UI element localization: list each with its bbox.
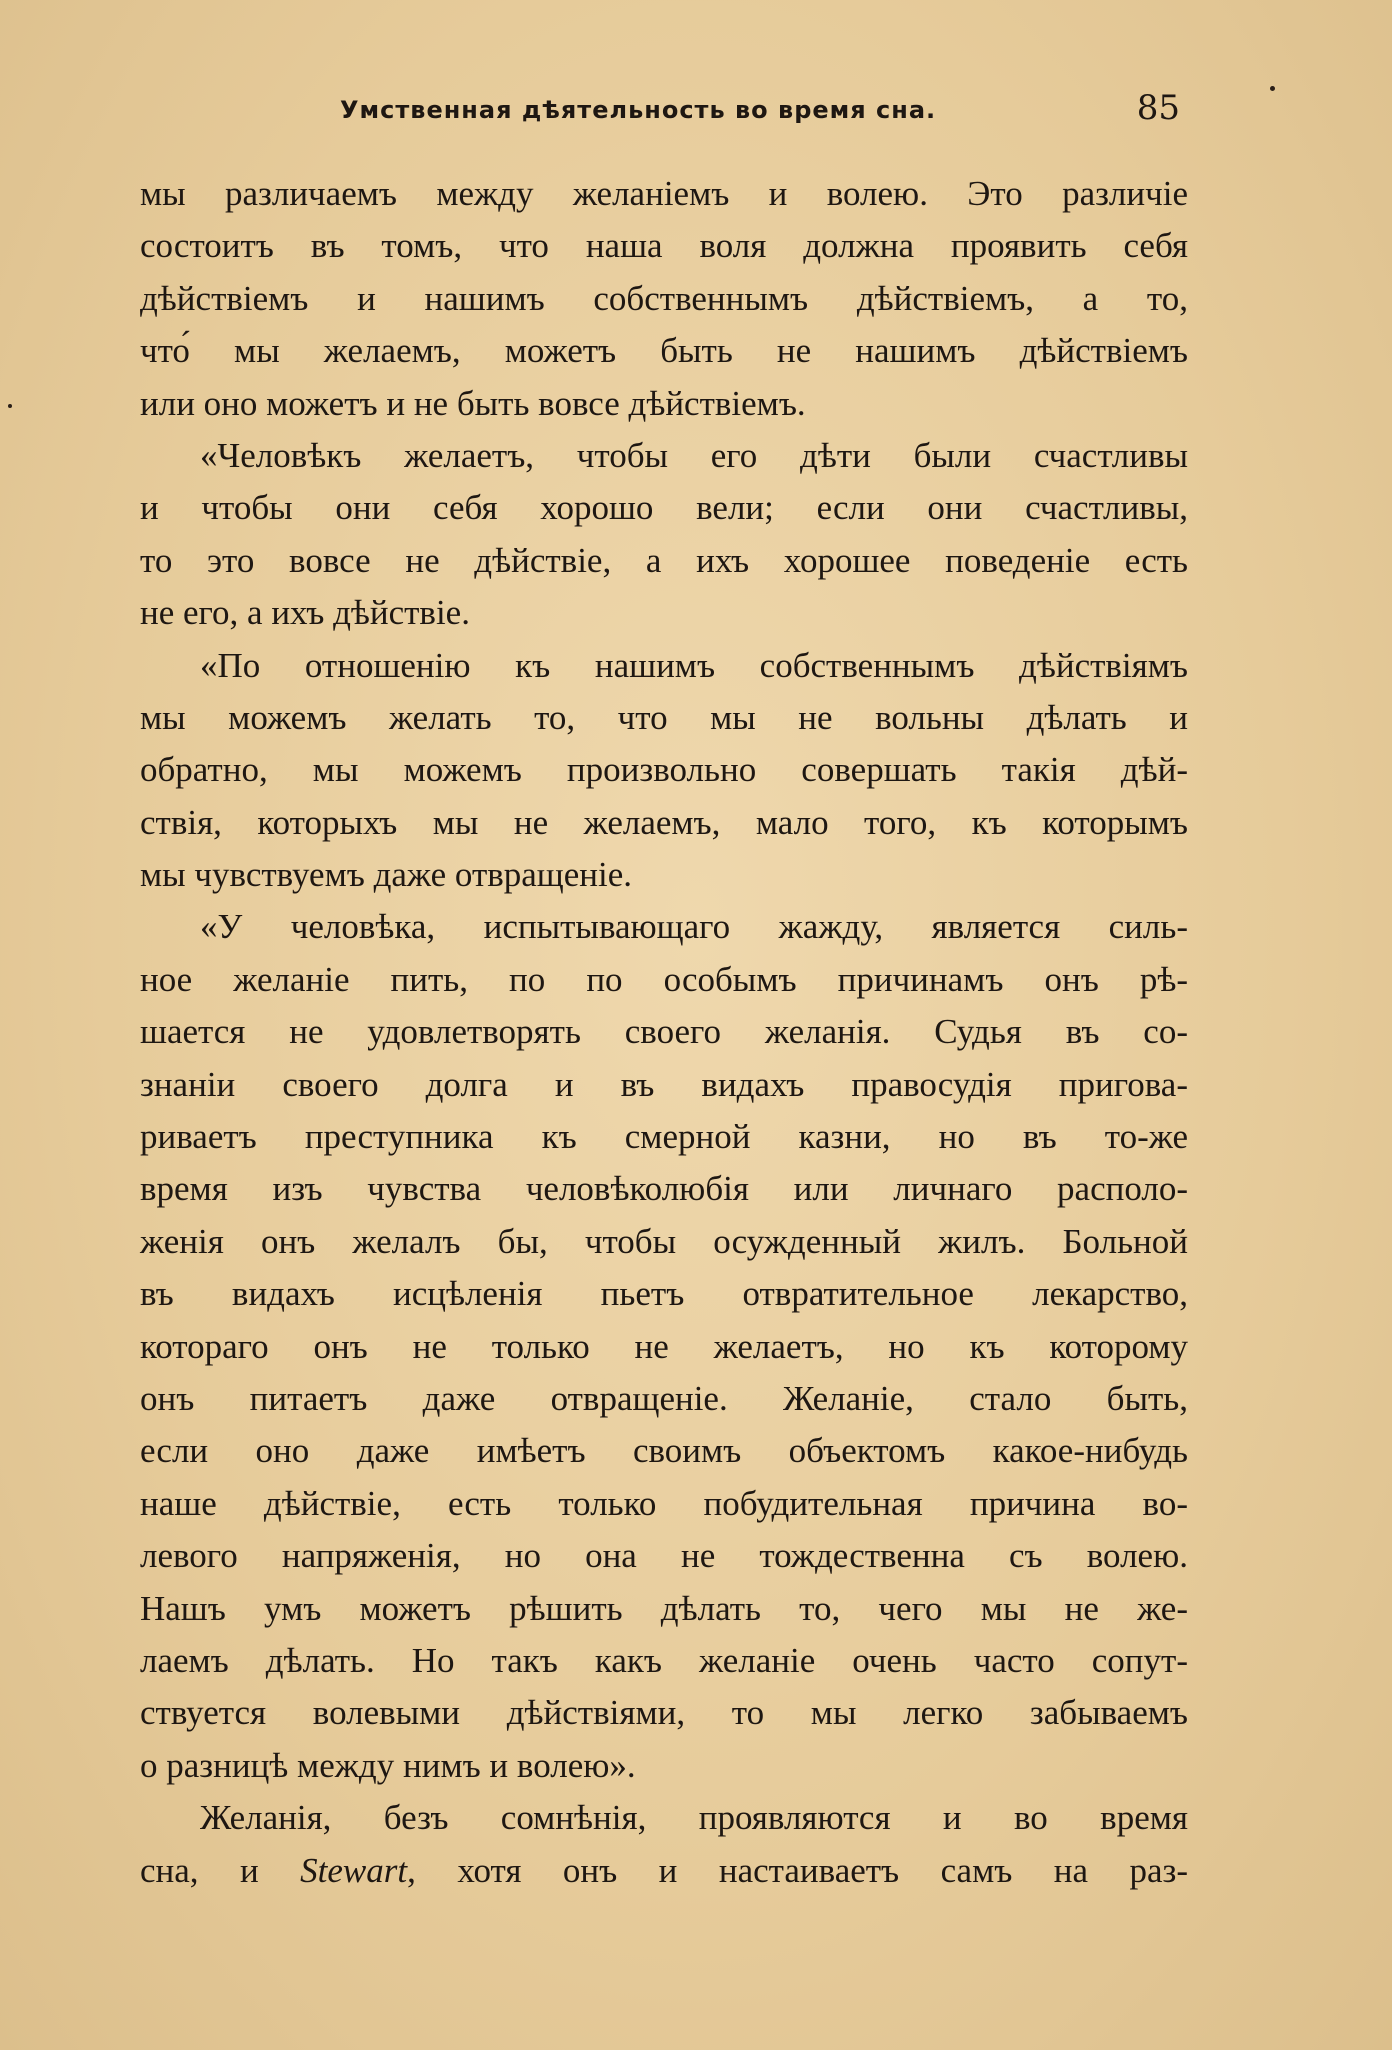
text-line: Желанія, безъ сомнѣнія, проявляются и во время — [200, 1798, 1188, 1838]
body-text — [140, 168, 1188, 1897]
text-segment: , хотя онъ и настаиваетъ самъ на раз- — [407, 1850, 1188, 1890]
text-line: Нашъ умъ можетъ рѣшить дѣлать то, чего мы не же- — [140, 1588, 1188, 1628]
text-segment: сна, и — [140, 1850, 301, 1890]
text-line: ное желаніе пить, по по особымъ причинамъ онъ рѣ- — [140, 959, 1188, 999]
page-number: 85 — [1136, 88, 1180, 128]
text-line: ствія, которыхъ мы не желаемъ, мало того, къ которымъ — [140, 802, 1188, 842]
text-line: котораго онъ не только не желаетъ, но къ которому — [140, 1326, 1188, 1366]
text-line: «Человѣкъ желаетъ, чтобы его дѣти были счастливы — [200, 435, 1188, 475]
text-line: мы различаемъ между желаніемъ и волею. Это различіе — [140, 174, 1188, 213]
text-line: онъ питаетъ даже отвращеніе. Желаніе, стало быть, — [140, 1378, 1188, 1418]
text-line: если оно даже имѣетъ своимъ объектомъ какое-нибудь — [140, 1431, 1188, 1471]
text-line: не его, а ихъ дѣйствіе. — [140, 593, 470, 633]
ink-speck — [8, 404, 12, 408]
running-head — [140, 88, 1180, 138]
running-title: Умственная дѣятельность во время сна. — [340, 96, 937, 124]
text-line — [140, 1845, 1188, 1897]
text-line: или оно можетъ и не быть вовсе дѣйствіемъ. — [140, 383, 806, 423]
text-line: о разницѣ между нимъ и волею». — [140, 1745, 636, 1785]
ink-speck — [1270, 86, 1275, 91]
text-line: «По отношенію къ нашимъ собственнымъ дѣйствіямъ — [200, 645, 1188, 685]
text-line: шается не удовлетворять своего желанія. Судья въ со- — [140, 1012, 1188, 1052]
author-name: Stewart — [300, 1850, 408, 1890]
text-line: ствуется волевыми дѣйствіями, то мы легко забываемъ — [140, 1693, 1188, 1733]
text-line: время изъ чувства человѣколюбія или личнаго располо- — [140, 1169, 1188, 1209]
text-line: дѣйствіемъ и нашимъ собственнымъ дѣйствіемъ, а то, — [140, 278, 1188, 318]
text-line: риваетъ преступника къ смерной казни, но въ то-же — [140, 1117, 1188, 1157]
text-line: состоитъ въ томъ, что наша воля должна проявить себя — [140, 226, 1188, 266]
text-line: мы чувствуемъ даже отвращеніе. — [140, 855, 633, 895]
text-line: то это вовсе не дѣйствіе, а ихъ хорошее поведеніе есть — [140, 540, 1188, 580]
text-line: мы можемъ желать то, что мы не вольны дѣлать и — [140, 697, 1188, 737]
text-line: женія онъ желалъ бы, чтобы осужденный жилъ. Больной — [140, 1221, 1188, 1261]
text-line: лаемъ дѣлать. Но такъ какъ желаніе очень часто сопут- — [140, 1640, 1188, 1680]
text-line: знаніи своего долга и въ видахъ правосудія пригова- — [140, 1064, 1188, 1104]
text-line: наше дѣйствіе, есть только побудительная причина во- — [140, 1483, 1188, 1523]
text-line: обратно, мы можемъ произвольно совершать такія дѣй- — [140, 750, 1188, 790]
text-line: и чтобы они себя хорошо вели; если они счастливы, — [140, 488, 1188, 528]
text-line: «У человѣка, испытывающаго жажду, является силь- — [200, 907, 1188, 947]
text-line: что́ мы желаемъ, можетъ быть не нашимъ дѣйствіемъ — [140, 331, 1188, 371]
text-line: левого напряженія, но она не тождественна съ волею. — [140, 1536, 1188, 1576]
text-line: въ видахъ исцѣленія пьетъ отвратительное лекарство, — [140, 1274, 1188, 1314]
